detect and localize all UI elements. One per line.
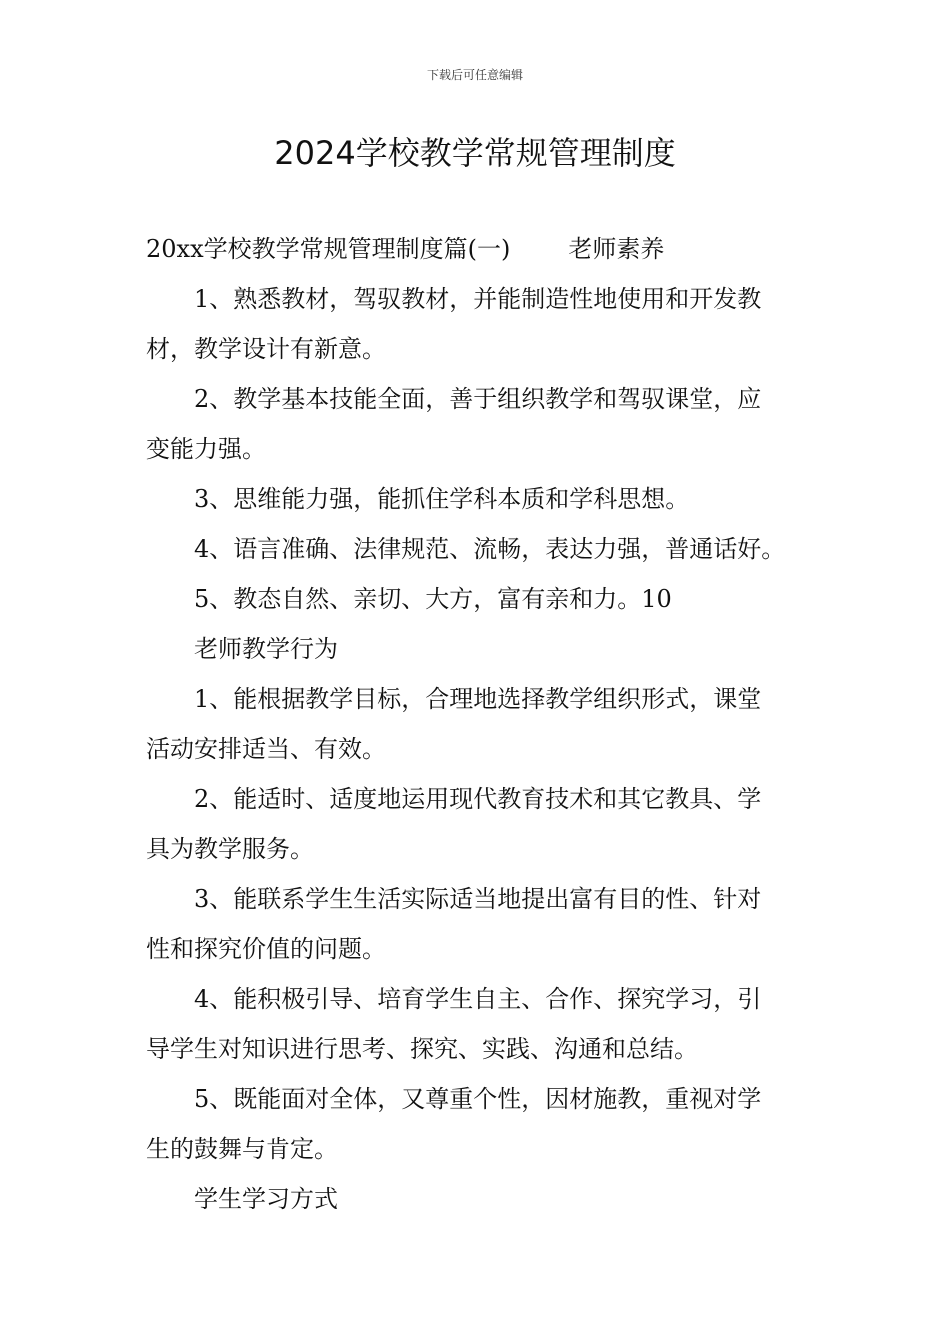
- section-heading: 学生学习方式: [194, 1185, 338, 1213]
- paragraph-line: 1、熟悉教材，驾驭教材，并能制造性地使用和开发教: [194, 285, 762, 313]
- paragraph-line: 材，教学设计有新意。: [146, 335, 386, 363]
- paragraph-line: 3、能联系学生生活实际适当地提出富有目的性、针对: [194, 885, 762, 913]
- paragraph-line: 活动安排适当、有效。: [146, 735, 386, 763]
- document-title: 2024学校教学常规管理制度: [274, 134, 676, 172]
- paragraph-line: 5、教态自然、亲切、大方，富有亲和力。10: [194, 585, 672, 613]
- paragraph-line: 导学生对知识进行思考、探究、实践、沟通和总结。: [146, 1035, 698, 1063]
- paragraph-line: 2、能适时、适度地运用现代教育技术和其它教具、学: [194, 785, 762, 813]
- header-note: 下载后可任意编辑: [426, 68, 523, 82]
- subheading-aside: 老师素养: [568, 235, 665, 263]
- paragraph-line: 性和探究价值的问题。: [146, 935, 386, 963]
- paragraph-line: 4、语言准确、法律规范、流畅，表达力强，普通话好。: [194, 535, 786, 563]
- document-body: [146, 224, 806, 1224]
- paragraph-line: 具为教学服务。: [146, 835, 314, 863]
- paragraph-line: 5、既能面对全体，又尊重个性，因材施教，重视对学: [194, 1085, 762, 1113]
- subheading-text: 20xx学校教学常规管理制度篇(一): [146, 235, 511, 263]
- paragraph-line: 2、教学基本技能全面，善于组织教学和驾驭课堂，应: [194, 385, 762, 413]
- paragraph-line: 1、能根据教学目标，合理地选择教学组织形式，课堂: [194, 685, 762, 713]
- subheading: [146, 224, 806, 274]
- paragraph-line: 生的鼓舞与肯定。: [146, 1135, 338, 1163]
- paragraph-line: 3、思维能力强，能抓住学科本质和学科思想。: [194, 485, 690, 513]
- paragraph-line: 变能力强。: [146, 435, 266, 463]
- paragraph-line: 4、能积极引导、培育学生自主、合作、探究学习，引: [194, 985, 762, 1013]
- section-heading: 老师教学行为: [194, 635, 338, 663]
